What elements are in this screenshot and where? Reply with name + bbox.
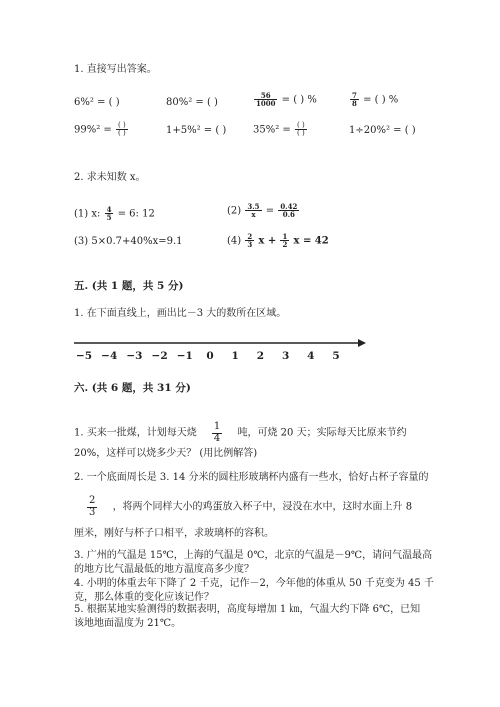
fraction: $\frac{2}{3}$ [89,495,96,518]
section-six-q4-line2: 克，那么体重的变化应该记作？ [74,592,214,603]
number-line-tick-label: 5 [332,350,340,362]
section-six-q2-line3: 厘米，刚好与杯子口相平，求玻璃杯的容积。 [74,528,274,539]
fraction: $\frac{2}{3}$ [247,232,253,250]
section-six-q1-line2: 20%，这样可以烧多少天？ (用比例解答) [74,448,258,459]
q1-item-a: 6%² = ( ) [74,97,120,108]
q1-title: 1. 直接写出答案。 [74,64,157,75]
number-line-tick-label: −4 [101,350,118,362]
fraction: $\frac{( )}{( )}$ [296,121,305,138]
q2-problem-1: (1) x: $\frac{4}{5}$ = 6: 12 [74,205,155,223]
q1-item-e: 99%² = $\frac{( )}{( )}$ [74,121,126,138]
section-six-q2-line1: 2. 一个底面周长是 3. 14 分米的圆柱形玻璃杯内盛有一些水，恰好占杯子容量的 [74,472,429,483]
fraction: $\frac{0.42}{0.6}$ [280,202,298,220]
number-line-tick-label: 0 [206,350,214,362]
fraction: $\frac{1}{2}$ [282,232,288,250]
number-line-tick-label: −2 [151,350,168,362]
number-line-tick-label: 2 [256,350,265,362]
fraction: $\frac{1}{4}$ [213,421,221,444]
number-line [74,334,366,364]
q1-item-b: 80%² = ( ) [166,97,218,108]
fraction: $\frac{7}{8}$ [352,91,357,109]
number-line-tick-label: 3 [281,350,290,362]
section-six-q4-line1: 4. 小明的体重去年下降了 2 千克，记作－2，今年他的体重从 50 千克变为 45 千 [74,578,434,589]
q2-problem-3: (3) 5×0.7+40%x=9.1 [74,236,183,247]
number-line-tick-label: −3 [126,350,143,362]
number-line-tick-label: 4 [307,350,315,362]
fraction: $\frac{56}{1000}$ [256,91,276,109]
number-line-tick-label: −1 [176,350,193,362]
section-six-header: 六. (共 6 题，共 31 分) [74,382,191,394]
number-line-arrow [358,339,366,347]
fraction: $\frac{( )}{( )}$ [117,121,126,138]
q1-item-d: $\frac{7}{8}$ = ( ) % [352,91,399,109]
section-six-q2-line2: $\frac{2}{3}$ ，将两个同样大小的鸡蛋放入杯子中，浸没在水中，这时水面上升 8 [89,495,413,518]
section-six-q3-line2: 的地方比气温最低的地方温度高多少度？ [74,564,254,575]
section-six-q5-line2: 该地地面温度为 21℃。 [74,618,182,629]
section-five-question-1: 1. 在下面直线上，画出比－3 大的数所在区域。 [74,308,287,319]
section-six-q5-line1: 5. 根据某地实验测得的数据表明，高度每增加 1 ㎞，气温大约下降 6℃，已知 [74,604,421,615]
q2-problem-2: (2) $\frac{3.5}{x}$ = $\frac{0.42}{0.6}$ [227,202,298,220]
number-line-tick-label: 1 [231,350,239,362]
q1-item-f: 1+5%² = ( ) [166,125,227,136]
fraction: $\frac{3.5}{x}$ [247,202,260,220]
number-line-tick-label: −5 [75,350,93,362]
q1-item-c: $\frac{56}{1000}$ = ( ) % [256,91,317,109]
q2-problem-4: (4) $\frac{2}{3}$ x + $\frac{1}{2}$ x = 42 [227,232,329,250]
section-five-header: 五. (共 1 题，共 5 分) [74,280,184,292]
q2-title: 2. 求未知数 x。 [74,172,146,183]
q1-item-g: 35%² = $\frac{( )}{( )}$ [253,121,305,138]
section-six-q1-line1: 1. 买来一批煤，计划每天烧 $\frac{1}{4}$ 吨，可烧 20 天；实际每天比原来节约 [74,421,407,444]
fraction: $\frac{4}{5}$ [106,205,112,223]
q1-item-h: 1÷20%² = ( ) [349,125,416,136]
section-six-q3-line1: 3. 广州的气温是 15℃，上海的气温是 0℃，北京的气温是－9℃，请问气温最高 [74,550,433,561]
